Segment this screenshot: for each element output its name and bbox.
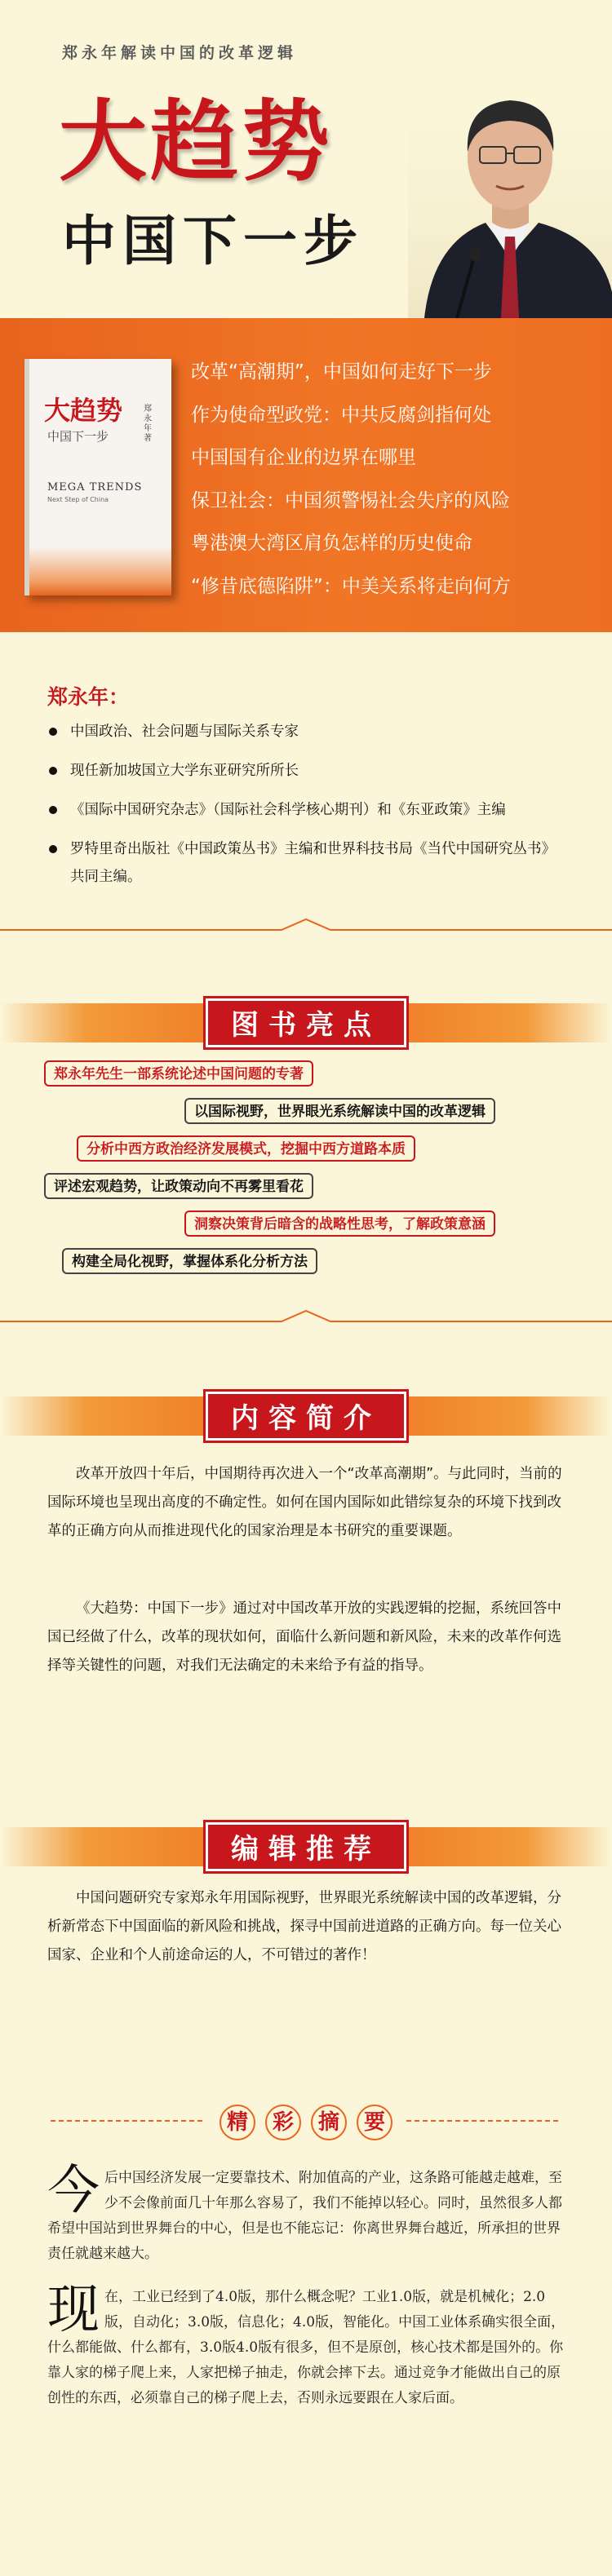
- editor-paragraph: 中国问题研究专家郑永年用国际视野，世界眼光系统解读中国的改革逻辑，分析新常态下中国面临的新风险和挑战，探寻中国前进道路的正确方向。每一位关心国家、企业和个人前途命运的人，不可错过的著作！: [47, 1890, 561, 1963]
- excerpt-title-char: 要: [357, 2105, 392, 2140]
- excerpt-paragraph: [47, 2280, 570, 2411]
- section-divider: [0, 918, 612, 942]
- topic-item: 中国国有企业的边界在哪里: [191, 447, 416, 468]
- excerpt-text: 在，工业已经到了4.0版，那什么概念呢？工业1.0版，就是机械化；2.0版，自动化；3.0版，信息化；4.0版，智能化。中国工业体系确实很全面，什么都能做、什么都有，3.0版4.0版有很多，但不是原创，核心技术都是国外的。你靠人家的梯子爬上来，人家把梯子抽走，你就会摔下去。通过竞争才能做出自己的原创性的东西，必须靠自己的梯子爬上去，否则永远要跟在人家后面。: [47, 2289, 565, 2406]
- intro-paragraph: 《大趋势：中国下一步》通过对中国改革开放的实践逻辑的挖掘，系统回答中国已经做了什么，改革的现状如何，面临什么新问题和新风险，未来的改革作何选择等关键性的问题，对我们无法确定的未来给予有益的指导。: [47, 1600, 561, 1674]
- book-cover-en-title: MEGA TRENDS: [47, 481, 143, 494]
- editor-banner: [0, 1827, 612, 1866]
- hero-subtitle: 中国下一步: [62, 209, 364, 272]
- excerpt-title-char: 摘: [311, 2105, 347, 2140]
- section-divider: [0, 1309, 612, 1334]
- book-cover-en-subtitle: Next Step of China: [47, 496, 109, 503]
- editor-title: 编辑推荐: [206, 1822, 406, 1871]
- topic-item: 保卫社会：中国须警惕社会失序的风险: [191, 489, 510, 511]
- book-cover-author: 郑永年 著: [144, 405, 152, 443]
- topic-item: 作为使命型政党：中共反腐剑指何处: [191, 404, 491, 426]
- highlight-pill: 构建全局化视野，掌握体系化分析方法: [62, 1248, 317, 1274]
- highlights-banner: [0, 1003, 612, 1042]
- excerpt-dropcap: 现: [47, 2280, 100, 2340]
- excerpt-text: 后中国经济发展一定要靠技术、附加值高的产业，这条路可能越走越难，至少不会像前面几十年那么容易了，我们不能掉以轻心。同时，虽然很多人都希望中国站到世界舞台的中心，但是也不能忘记：你离世界舞台越近，所承担的世界责任就越来越大。: [47, 2170, 562, 2262]
- topic-item: “修昔底德陷阱”：中美关系将走向何方: [191, 575, 511, 597]
- excerpt-body: [47, 2161, 570, 2429]
- topic-item: 改革“高潮期”，中国如何走好下一步: [191, 361, 492, 383]
- excerpt-title-line: [406, 2120, 561, 2122]
- book-cover-band: [29, 547, 171, 595]
- highlights-title: 图书亮点: [206, 998, 406, 1047]
- book-panel: [0, 318, 612, 632]
- highlight-pill: 以国际视野，世界眼光系统解读中国的改革逻辑: [184, 1098, 495, 1124]
- intro-paragraph: 改革开放四十年后，中国期待再次进入一个“改革高潮期”。与此同时，当前的国际环境也呈现出高度的不确定性。如何在国内国际如此错综复杂的环境下找到改革的正确方向从而推进现代化的国家治理是本书研究的重要课题。: [47, 1466, 562, 1539]
- hero-kicker: 郑永年解读中国的改革逻辑: [62, 44, 298, 62]
- book-cover: [24, 359, 171, 595]
- book-cover-subtitle: 中国下一步: [47, 429, 109, 444]
- author-bio-list: [47, 718, 570, 891]
- bio-item: 罗特里奇出版社《中国政策丛书》主编和世界科技书局《当代中国研究丛书》共同主编。: [47, 835, 570, 891]
- highlight-pill: 洞察决策背后暗含的战略性思考，了解政策意涵: [184, 1211, 495, 1237]
- highlight-pill: 评述宏观趋势，让政策动向不再雾里看花: [44, 1173, 313, 1199]
- excerpt-title: [0, 2105, 612, 2137]
- author-heading: 郑永年：: [47, 685, 130, 709]
- hero-title: 大趋势: [59, 91, 334, 193]
- intro-banner: [0, 1396, 612, 1436]
- author-portrait: [408, 55, 612, 318]
- excerpt-title-char: 精: [220, 2105, 255, 2140]
- highlight-pill: 分析中西方政治经济发展模式，挖掘中西方道路本质: [77, 1135, 415, 1162]
- excerpt-title-line: [51, 2120, 206, 2122]
- book-cover-title: 大趋势: [44, 395, 123, 426]
- highlights-list: [0, 1060, 612, 1289]
- excerpt-title-char: 彩: [265, 2105, 301, 2140]
- bio-item: 现任新加坡国立大学东亚研究所所长: [47, 757, 570, 785]
- hero-section: [0, 0, 612, 318]
- topic-list: [191, 351, 511, 608]
- excerpt-paragraph: [47, 2161, 570, 2267]
- excerpt-dropcap: 今: [47, 2161, 100, 2221]
- bio-item: 中国政治、社会问题与国际关系专家: [47, 718, 570, 746]
- bio-item: 《国际中国研究杂志》（国际社会科学核心期刊）和《东亚政策》主编: [47, 796, 570, 824]
- topic-item: 粤港澳大湾区肩负怎样的历史使命: [191, 533, 472, 554]
- highlight-pill: 郑永年先生一部系统论述中国问题的专著: [44, 1060, 313, 1087]
- intro-title: 内容简介: [206, 1392, 406, 1441]
